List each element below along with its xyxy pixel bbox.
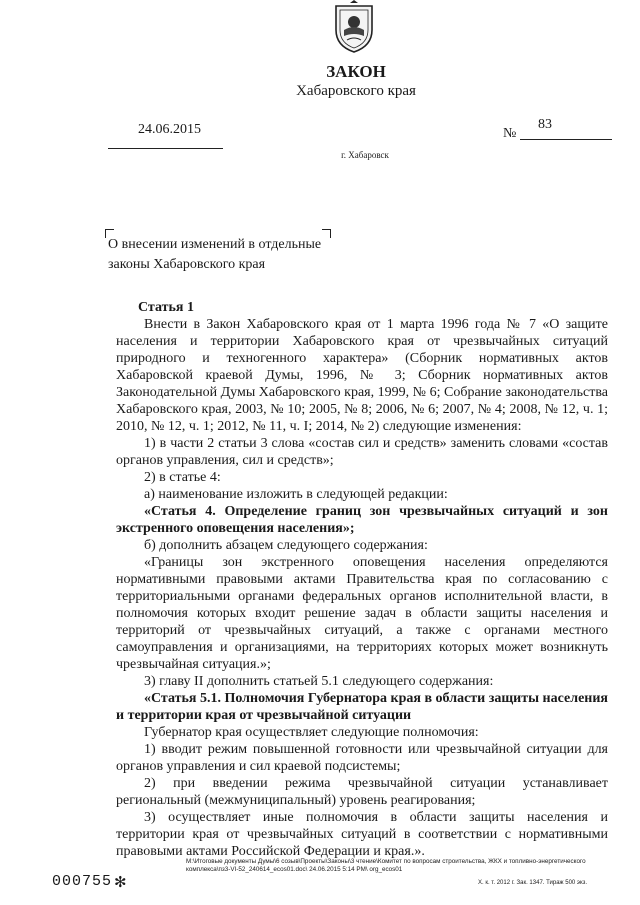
heading-corner-right xyxy=(322,229,331,238)
article-title: Статья 1 xyxy=(138,300,194,315)
paragraph: 3) главу II дополнить статьей 5.1 следующего содержания: xyxy=(144,674,494,689)
law-heading xyxy=(108,235,321,275)
law-heading-line: законы Хабаровского края xyxy=(108,257,266,272)
paragraph: «Границы зон экстренного оповещения населения определяются нормативными правовыми актами Правительства края по согласованию с территориальными органами федеральных органов исполнительной власти, в полномочия которых входит решение задач в области защиты населения и территорий от чрезвычайных ситуаций, а также с органами местного самоуправления и организациями, на территориях которых может возникнуть чрезвычайная ситуация.»; xyxy=(116,555,608,672)
star-mark: ✻ xyxy=(114,875,127,891)
paragraph: 1) вводит режим повышенной готовности или чрезвычайной ситуации для органов управления и сил краевой подсистемы; xyxy=(116,742,608,774)
number-sign: № xyxy=(503,126,517,141)
print-info: Х. к. т. 2012 г. Зак. 1347. Тираж 500 экз. xyxy=(478,880,588,886)
document-code: 000755 xyxy=(52,873,113,890)
paragraph-bold: «Статья 4. Определение границ зон чрезвычайных ситуаций и зон экстренного оповещения населения»; xyxy=(116,504,608,536)
paragraph: а) наименование изложить в следующей редакции: xyxy=(144,487,448,502)
date-underline xyxy=(108,148,223,149)
city-label: г. Хабаровск xyxy=(341,150,389,160)
paragraph: Губернатор края осуществляет следующие полномочия: xyxy=(144,725,479,740)
number-underline xyxy=(520,139,612,140)
paragraph: Внести в Закон Хабаровского края от 1 марта 1996 года № 7 «О защите населения и территории Хабаровского края от чрезвычайных ситуаций природного и техногенного характера» (Сборник нормативных актов Хабаровской краевой Думы, 1996, № 3; Сборник нормативных актов Законодательной Думы Хабаровского края, 1999, № 6; Собрание законодательства Хабаровского края, 2003, № 10; 2005, № 8; 2006, № 6; 2007, № 4; 2008, № 12, ч. 1; 2010, № 12, ч. 1; 2012, № 11, ч. I; 2014, № 2) следующие изменения: xyxy=(116,317,608,434)
document-number: 83 xyxy=(538,117,552,132)
paragraph: 1) в части 2 статьи 3 слова «состав сил и средств» заменить словами «состав органов управления, сил и средств»; xyxy=(116,436,608,468)
paragraph: 3) осуществляет иные полномочия в области защиты населения и территории края от чрезвычайных ситуаций в соответствии с нормативными правовыми актами Российской Федерации и края.». xyxy=(116,810,608,859)
file-path-footer: М:\Итоговые документы Думы\6 созыв\Проекты\Законы\3 чтение\Комитет по вопросам строительства, ЖКХ и топливно-энергетического комплекса\пз3-VI-52_240614_ecos01.doc\ 24.06.2015 5:14 PM\ org_ecos01 xyxy=(186,858,586,873)
coat-of-arms-emblem xyxy=(330,0,378,54)
document-subtitle: Хабаровского края xyxy=(296,83,416,99)
paragraph: 2) в статье 4: xyxy=(144,470,221,485)
document-body xyxy=(116,299,608,860)
paragraph: 2) при введении режима чрезвычайной ситуации устанавливает региональный (межмуниципальный) уровень реагирования; xyxy=(116,776,608,808)
document-title: ЗАКОН xyxy=(326,62,386,81)
document-date: 24.06.2015 xyxy=(138,122,201,137)
law-heading-line: О внесении изменений в отдельные xyxy=(108,237,322,252)
paragraph-bold: «Статья 5.1. Полномочия Губернатора края в области защиты населения и территории края от чрезвычайной ситуации xyxy=(116,691,608,723)
paragraph: б) дополнить абзацем следующего содержания: xyxy=(144,538,428,553)
